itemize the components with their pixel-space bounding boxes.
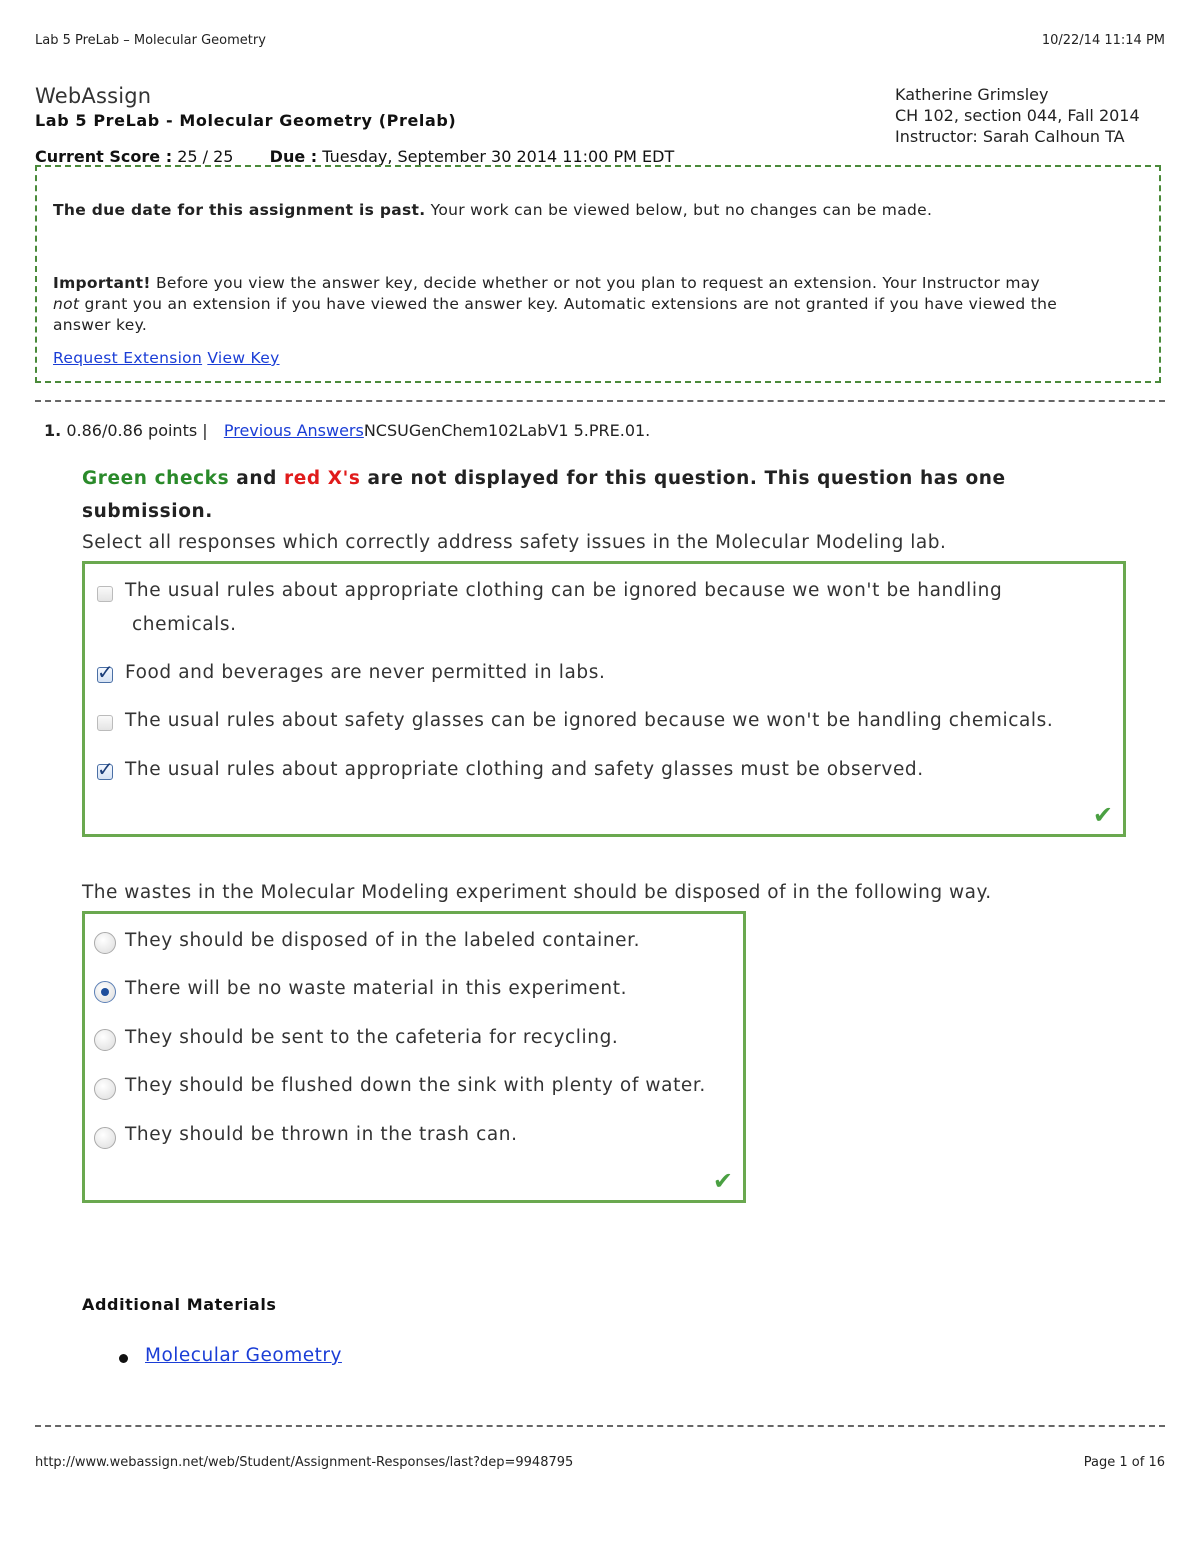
current-score-label: Current Score : [35, 147, 173, 166]
assignment-title: Lab 5 PreLab - Molecular Geometry (Prelab) [35, 111, 457, 130]
question-code: NCSUGenChem102LabV1 5.PRE.01. [363, 421, 651, 440]
footer-page-number: Page 1 of 16 [1083, 1455, 1165, 1470]
part2-option-5: They should be thrown in the trash can. [125, 1124, 518, 1145]
bullet-icon [119, 1354, 128, 1363]
part1-answer-box [82, 561, 1126, 837]
part2-option-2: There will be no waste material in this experiment. [125, 978, 628, 999]
part2-option-3: They should be sent to the cafeteria for recycling. [125, 1027, 619, 1048]
student-name: Katherine Grimsley [895, 85, 1049, 104]
previous-answers-link[interactable]: Previous Answers [223, 421, 364, 440]
divider-bottom [35, 1425, 1165, 1427]
part1-checkbox-2[interactable] [97, 660, 114, 684]
important-message: Important! Before you view the answer key, decide whether or not you plan to request an extension. Your Instructor may not grant you an extension if you have viewed the answer key. Automatic extensions are not granted if you have viewed the answer key. [53, 274, 1058, 334]
request-extension-link[interactable]: Request Extension [53, 349, 203, 367]
divider-top [35, 400, 1165, 402]
correct-check-icon: ✔ [712, 1167, 733, 1195]
part2-prompt: The wastes in the Molecular Modeling experiment should be disposed of in the following way. [82, 882, 992, 903]
part1-checkbox-1[interactable] [97, 586, 113, 602]
print-header-title: Lab 5 PreLab – Molecular Geometry [35, 33, 266, 48]
question-info-note: Green checks and red X's are not displayed for this question. This question has one submission. [82, 468, 1006, 522]
past-due-message: The due date for this assignment is past. Your work can be viewed below, but no changes can be made. [53, 201, 933, 219]
print-header-datetime: 10/22/14 11:14 PM [1041, 33, 1165, 48]
current-score-value: 25 / 25 [177, 147, 234, 166]
question-header: 1. 0.86/0.86 points | Previous AnswersNCSUGenChem102LabV1 5.PRE.01. [44, 421, 651, 440]
part2-radio-1[interactable] [94, 932, 116, 954]
question-number: 1. [44, 421, 62, 440]
part2-radio-3[interactable] [94, 1029, 116, 1051]
course-info: CH 102, section 044, Fall 2014 [895, 106, 1140, 125]
student-info [895, 84, 1140, 147]
part1-checkbox-3[interactable] [97, 715, 113, 731]
part2-radio-2[interactable] [94, 981, 116, 1003]
part2-radio-4[interactable] [94, 1078, 116, 1100]
checkmark-icon: ✓ [97, 757, 114, 781]
due-value: Tuesday, September 30 2014 11:00 PM EDT [322, 147, 675, 166]
part1-prompt: Select all responses which correctly address safety issues in the Molecular Modeling lab. [82, 532, 947, 553]
part2-option-4: They should be flushed down the sink with plenty of water. [125, 1075, 706, 1096]
footer-url: http://www.webassign.net/web/Student/Assignment-Responses/last?dep=9948795 [35, 1455, 574, 1470]
part1-option-2: Food and beverages are never permitted in labs. [125, 662, 606, 683]
part1-option-4: The usual rules about appropriate clothing and safety glasses must be observed. [125, 759, 924, 780]
notice-links [53, 349, 280, 367]
instructor-info: Instructor: Sarah Calhoun TA [895, 127, 1125, 146]
webassign-logo: WebAssign [35, 84, 152, 108]
part1-option-1: The usual rules about appropriate clothing can be ignored because we won't be handling chemicals. [125, 580, 1003, 635]
part1-option-3: The usual rules about safety glasses can be ignored because we won't be handling chemicals. [125, 710, 1054, 731]
checkmark-icon: ✓ [97, 660, 114, 684]
correct-check-icon: ✔ [1092, 801, 1113, 829]
part2-option-1: They should be disposed of in the labeled container. [125, 930, 641, 951]
additional-materials-title: Additional Materials [82, 1295, 277, 1314]
part1-checkbox-4[interactable] [97, 757, 114, 781]
due-label: Due : [269, 147, 318, 166]
question-points: 0.86/0.86 points [66, 421, 198, 440]
molecular-geometry-link[interactable]: Molecular Geometry [145, 1345, 342, 1366]
view-key-link[interactable]: View Key [207, 349, 280, 367]
part2-answer-box [82, 911, 746, 1203]
due-notice-box [35, 165, 1161, 383]
part2-radio-5[interactable] [94, 1127, 116, 1149]
score-line [35, 147, 674, 166]
